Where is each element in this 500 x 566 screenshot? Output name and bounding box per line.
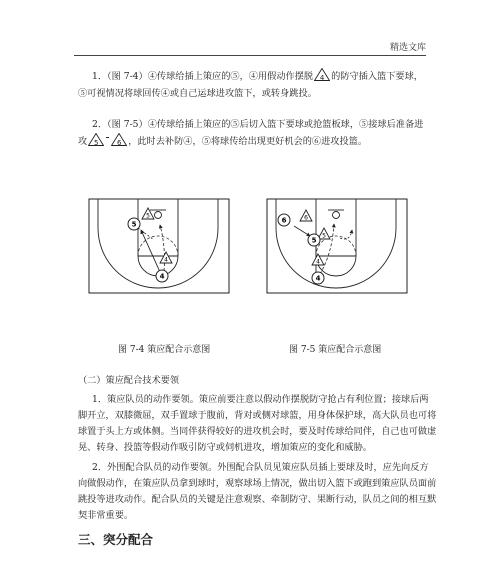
section-title-breakthrough: 三、突分配合 [78, 532, 154, 547]
svg-text:6: 6 [304, 214, 308, 222]
player-4-icon [156, 270, 168, 282]
defender-triangle-icon [314, 68, 330, 81]
svg-text:5: 5 [322, 232, 326, 240]
paragraph-2-line-2 [78, 133, 428, 150]
section-heading-technique: （二）策应配合技术要领 [78, 375, 180, 386]
defender-number: 5 [93, 139, 99, 147]
svg-text:4: 4 [159, 272, 165, 281]
text-line: 2．外围配合队员的动作要领。外围配合队员见策应队员插上要球及时，应先向反方 [92, 462, 429, 473]
header-brand: 精选文库 [389, 43, 426, 53]
text-line: 跳投等进攻动作。配合队员的关键是注意观察、牵制防守、果断行动，队员之间的相互默 [78, 494, 437, 505]
svg-text:6: 6 [281, 216, 287, 225]
figure-caption-7-4: 图 7-4 策应配合示意图 [118, 345, 211, 355]
svg-text:4: 4 [164, 256, 168, 264]
technique-paragraph-2 [78, 460, 437, 524]
player-6-icon [278, 214, 290, 226]
defender-number: 4 [319, 74, 325, 82]
court-diagram-7-5 [266, 198, 408, 298]
svg-text:5: 5 [146, 212, 150, 220]
svg-text:5: 5 [311, 236, 317, 245]
text-line: 球置于头上方或体侧。当同伴获得较好的进攻机会时，要及时传球给同伴，自己也可做虚 [78, 426, 437, 437]
text-line: 1．策应队员的动作要领。策应前要注意以假动作摆脱防守抢占有利位置；接球后两 [92, 394, 429, 405]
para1-text-b: 的防守插入篮下要球， [331, 71, 423, 82]
svg-text:4: 4 [315, 274, 321, 283]
paragraph-1-line-1 [78, 68, 428, 85]
header-rule [74, 55, 426, 56]
paragraph-1 [78, 68, 428, 102]
text-line: 脚开立，双膝微屈，双手置球于腹前，背对或侧对球篮，用身体保护球，高大队员也可将 [78, 410, 437, 421]
text-line: 向做假动作，在策应队员拿到球时，观察球场上情况，做出切入篮下或跑到策应队员面前 [78, 478, 437, 489]
text-line: 晃、转身、投篮等假动作吸引防守或伺机进攻，增加策应的变化和威胁。 [78, 442, 372, 453]
defender-4-icon [160, 252, 172, 264]
technique-paragraph-1 [78, 392, 437, 456]
defender-6-icon [300, 210, 312, 222]
paragraph-1-line-2: ⑤可视情况将球回传④或自己运球进攻篮下，或转身跳投。 [78, 88, 317, 99]
para2-text-a: 攻 [78, 136, 88, 147]
defender-triangle-icon [88, 133, 104, 146]
defender-number: 6 [116, 139, 122, 147]
svg-text:4: 4 [316, 258, 320, 266]
player-5-icon [308, 234, 320, 246]
player-5-icon [128, 218, 140, 230]
paragraph-2-line-1: 2．（图 7-5）④传球给插上策应的⑤后切入篮下要球或抢篮板球，⑤接球后准备进 [92, 119, 424, 130]
svg-text:5: 5 [131, 220, 137, 229]
para2-text-b: ，此时去补防④，⑤将球传给出现更好机会的⑥进攻投篮。 [128, 136, 368, 147]
text-line: 契非常重要。 [78, 510, 134, 521]
player-4-icon [312, 272, 324, 284]
para1-text-a: 1．（图 7-4）④传球给插上策应的⑤，④用假动作摆脱 [92, 71, 314, 82]
figure-caption-7-5: 图 7-5 策应配合示意图 [289, 345, 382, 355]
defender-triangle-icon [111, 133, 127, 146]
paragraph-2 [78, 116, 428, 150]
court-diagram-7-4 [88, 198, 230, 298]
